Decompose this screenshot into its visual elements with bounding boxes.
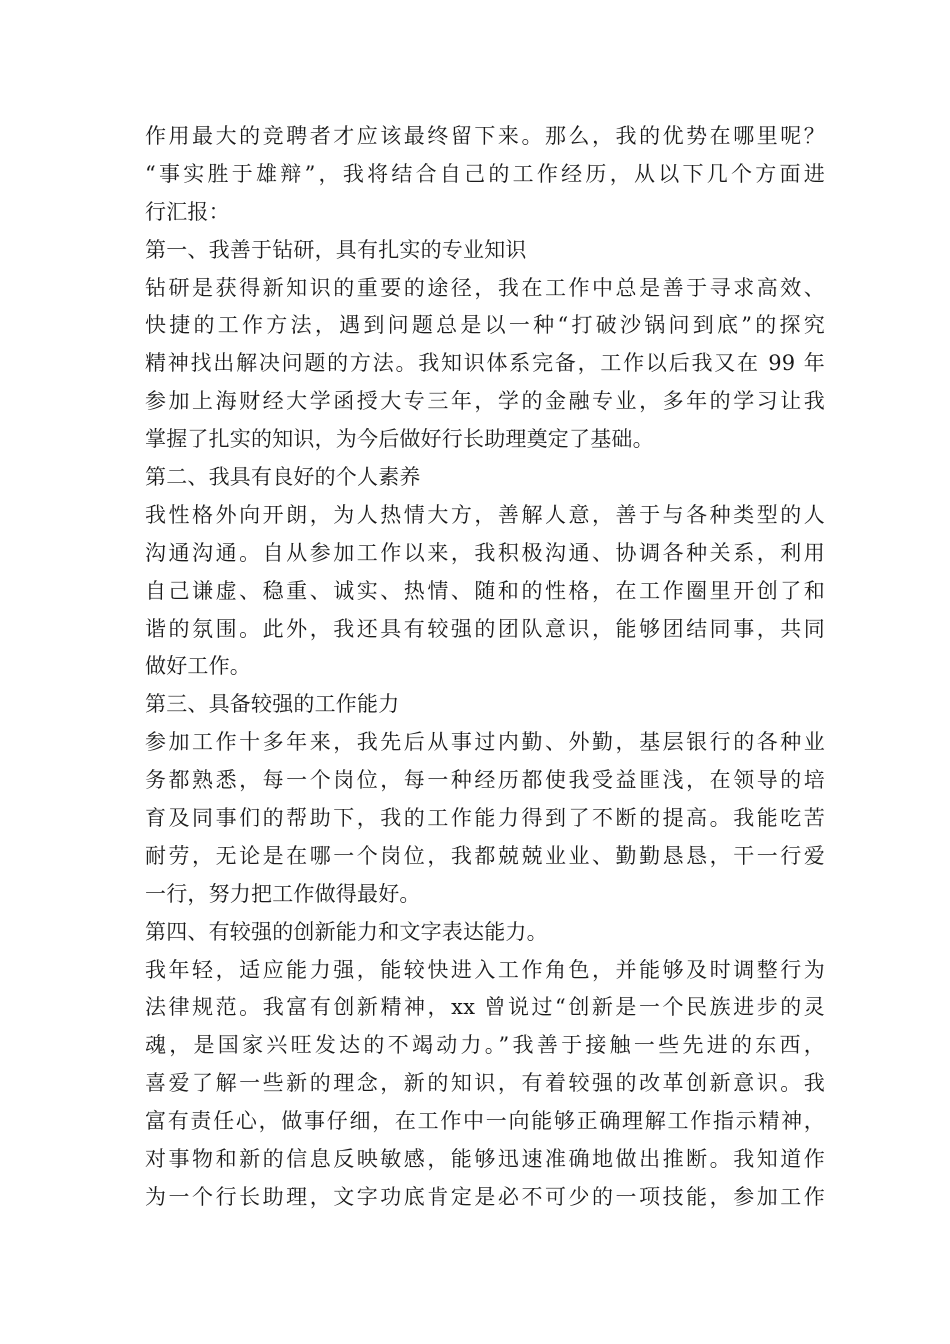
- text-line: 钻研是获得新知识的重要的途径，我在工作中总是善于寻求高效、: [145, 275, 825, 300]
- text-line: “事实胜于雄辩”，我将结合自己的工作经历，从以下几个方面进: [145, 161, 825, 186]
- text-line: 富有责任心，做事仔细，在工作中一向能够正确理解工作指示精神，: [145, 1109, 825, 1134]
- text-line: 做好工作。: [145, 654, 251, 679]
- text-line: 一行，努力把工作做得最好。: [145, 881, 421, 906]
- text-line: 法律规范。我富有创新精神，xx 曾说过“创新是一个民族进步的灵: [145, 995, 825, 1020]
- text-line: 对事物和新的信息反映敏感，能够迅速准确地做出推断。我知道作: [145, 1147, 825, 1172]
- text-line: 第二、我具有良好的个人素养: [145, 465, 421, 490]
- text-line: 育及同事们的帮助下，我的工作能力得到了不断的提高。我能吃苦: [145, 806, 825, 831]
- text-line: 我年轻，适应能力强，能较快进入工作角色，并能够及时调整行为: [145, 957, 825, 982]
- text-line: 第三、具备较强的工作能力: [145, 692, 400, 717]
- text-line: 自己谦虚、稳重、诚实、热情、随和的性格，在工作圈里开创了和: [145, 578, 825, 603]
- text-line: 魂，是国家兴旺发达的不竭动力。”我善于接触一些先进的东西，: [145, 1033, 825, 1058]
- document-body: [145, 118, 825, 1217]
- text-line: 沟通沟通。自从参加工作以来，我积极沟通、协调各种关系，利用: [145, 540, 825, 565]
- text-line: 耐劳，无论是在哪一个岗位，我都兢兢业业、勤勤恳恳，干一行爱: [145, 843, 825, 868]
- text-line: 为一个行长助理，文字功底肯定是必不可少的一项技能，参加工作: [145, 1184, 825, 1209]
- text-line: 精神找出解决问题的方法。我知识体系完备，工作以后我又在 99 年: [145, 351, 825, 376]
- text-line: 谐的氛围。此外，我还具有较强的团队意识，能够团结同事，共同: [145, 616, 825, 641]
- text-line: 第一、我善于钻研，具有扎实的专业知识: [145, 237, 527, 262]
- text-line: 参加工作十多年来，我先后从事过内勤、外勤，基层银行的各种业: [145, 730, 825, 755]
- text-line: 务都熟悉，每一个岗位，每一种经历都使我受益匪浅，在领导的培: [145, 768, 825, 793]
- text-line: 行汇报：: [145, 199, 230, 224]
- text-line: 掌握了扎实的知识，为今后做好行长助理奠定了基础。: [145, 427, 654, 452]
- text-line: 我性格外向开朗，为人热情大方，善解人意，善于与各种类型的人: [145, 502, 825, 527]
- text-line: 参加上海财经大学函授大专三年，学的金融专业，多年的学习让我: [145, 389, 825, 414]
- text-line: 作用最大的竞聘者才应该最终留下来。那么，我的优势在哪里呢？: [145, 124, 825, 148]
- text-line: 快捷的工作方法，遇到问题总是以一种“打破沙锅问到底”的探究: [145, 313, 825, 338]
- text-line: 喜爱了解一些新的理念，新的知识，有着较强的改革创新意识。我: [145, 1071, 825, 1096]
- text-line: 第四、有较强的创新能力和文字表达能力。: [145, 919, 548, 944]
